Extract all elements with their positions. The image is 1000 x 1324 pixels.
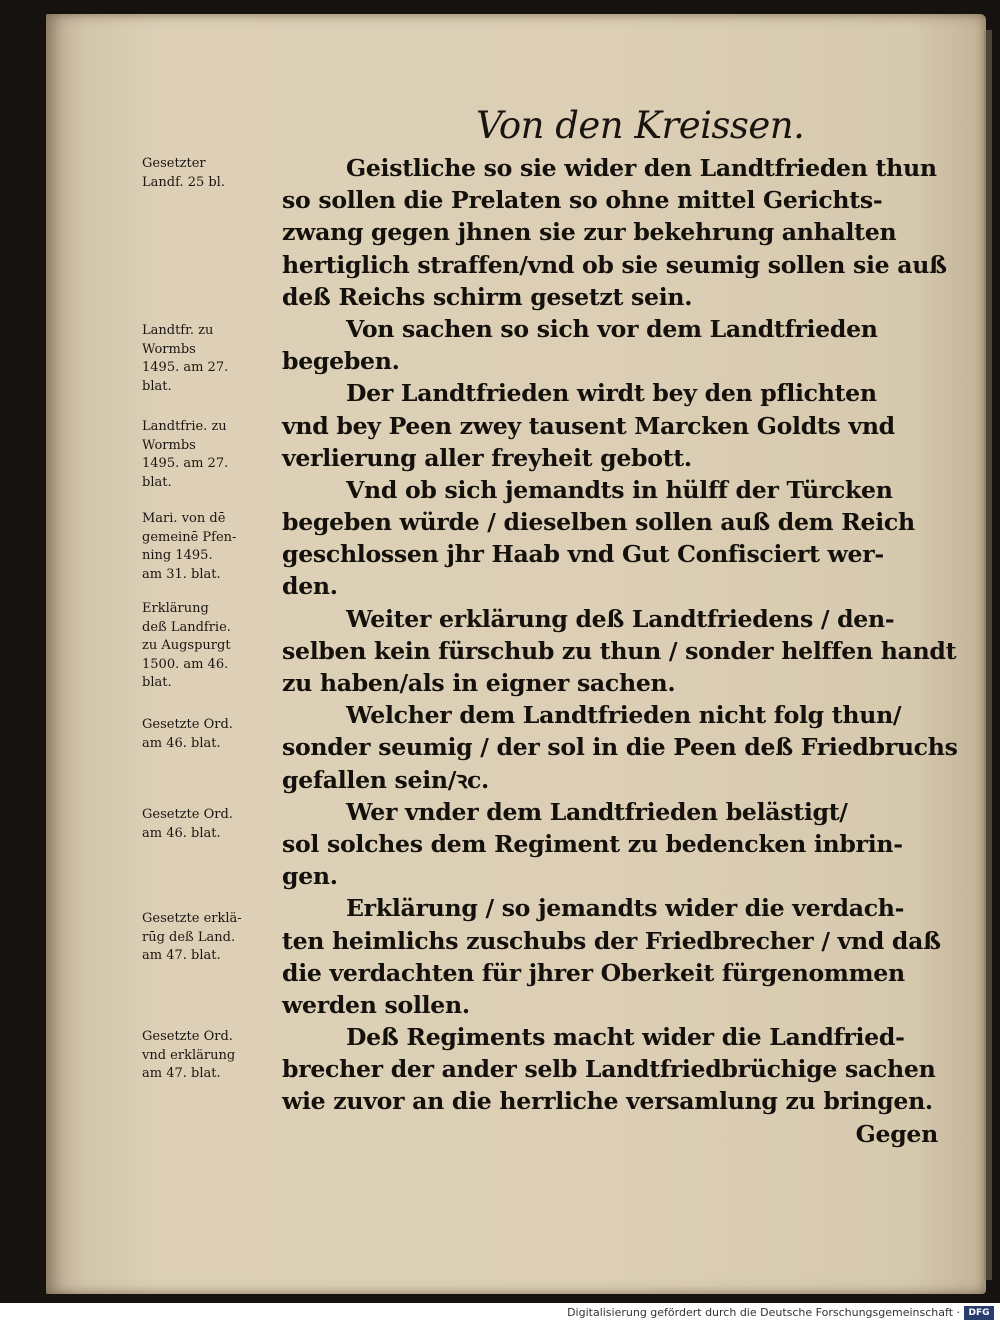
margin-note xyxy=(142,716,292,753)
margin-note-line: blat. xyxy=(142,675,172,690)
text-line: selben kein fürschub zu thun / sonder helffen handt xyxy=(282,636,957,665)
text-line: gefallen sein/ꝛc. xyxy=(282,765,489,794)
text-line: ten heimlichs zuschubs der Friedbrecher / vnd daß xyxy=(282,926,941,955)
text-line: Der Landtfrieden wirdt bey den pflichten xyxy=(346,379,877,408)
margin-note-line: am 46. blat. xyxy=(142,735,221,751)
text-line: brecher der ander selb Landtfriedbrüchige sachen xyxy=(282,1055,936,1084)
text-line: sonder seumig / der sol in die Peen deß Friedbruchs xyxy=(282,733,958,762)
text-line: Vnd ob sich jemandts in hülff der Türcken xyxy=(346,475,893,504)
text-line: sol solches dem Regiment zu bedencken inbrin- xyxy=(282,829,903,858)
margin-note-line: 1495. am 27. xyxy=(142,456,229,471)
margin-note-line: vnd erklärung xyxy=(142,1047,236,1063)
text-line: zwang gegen jhnen sie zur bekehrung anhalten xyxy=(282,218,897,247)
text-line: begeben würde / dieselben sollen auß dem Reich xyxy=(282,508,915,537)
margin-note-line: blat. xyxy=(142,378,172,394)
dfg-logo: DFG xyxy=(964,1306,994,1320)
text-line: werden sollen. xyxy=(282,990,470,1019)
margin-note-line: 1495. am 27. xyxy=(142,360,229,375)
page-edge xyxy=(984,30,992,1280)
margin-note-line: am 46. blat. xyxy=(142,825,221,841)
text-line: wie zuvor an die herrliche versamlung zu bringen. xyxy=(282,1087,933,1116)
text-line: so sollen die Prelaten so ohne mittel Gerichts- xyxy=(282,186,883,215)
margin-note-line: Landtfr. zu xyxy=(142,323,214,338)
text-line: Weiter erklärung deß Landtfriedens / den- xyxy=(346,604,895,633)
margin-note xyxy=(142,600,292,693)
text-line: die verdachten für jhrer Oberkeit fürgenommen xyxy=(282,958,905,987)
margin-note-line: Gesetzte erklä- xyxy=(142,911,242,926)
text-line: Welcher dem Landtfrieden nicht folg thun/ xyxy=(346,701,902,730)
margin-note-line: blat. xyxy=(142,474,172,490)
margin-note xyxy=(142,322,292,396)
margin-note-line: Landtfrie. zu xyxy=(142,419,227,434)
running-heading: Von den Kreissen. xyxy=(476,104,805,147)
margin-note xyxy=(142,155,292,192)
margin-note-line: Wormbs xyxy=(142,437,196,453)
text-line: vnd bey Peen zwey tausent Marcken Goldts vnd xyxy=(282,411,895,440)
catchword: Gegen xyxy=(855,1119,938,1148)
text-line: hertiglich straffen/vnd ob sie seumig sollen sie auß xyxy=(282,250,947,279)
text-line: Wer vnder dem Landtfrieden belästigt/ xyxy=(346,797,848,826)
margin-note-line: am 47. blat. xyxy=(142,1066,221,1081)
text-line: den. xyxy=(282,572,338,601)
margin-note-line: rūg deß Land. xyxy=(142,929,236,945)
margin-note-line: Gesetzte Ord. xyxy=(142,1029,233,1044)
text-line: Deß Regiments macht wider die Landfried- xyxy=(346,1023,905,1052)
footer-bar xyxy=(0,1303,1000,1324)
text-line: geschlossen jhr Haab vnd Gut Confisciert wer- xyxy=(282,540,884,569)
margin-note-line: Gesetzte Ord. xyxy=(142,717,233,732)
margin-note-line: zu Augspurgt xyxy=(142,638,231,653)
margin-note xyxy=(142,418,292,492)
margin-note xyxy=(142,510,292,584)
text-line: Von sachen so sich vor dem Landtfrieden xyxy=(346,314,878,343)
main-text-block xyxy=(282,152,958,1150)
footer-credit: Digitalisierung gefördert durch die Deutsche Forschungsgemeinschaft · xyxy=(567,1306,960,1319)
margin-note xyxy=(142,806,292,843)
margin-note-line: Gesetzte Ord. xyxy=(142,807,233,822)
text-line: zu haben/als in eigner sachen. xyxy=(282,669,676,697)
margin-note-line: Mari. von dē xyxy=(142,511,226,526)
margin-note-line: am 47. blat. xyxy=(142,948,221,963)
margin-note xyxy=(142,910,292,966)
margin-note-line: ning 1495. xyxy=(142,548,213,563)
margin-note-line: 1500. am 46. xyxy=(142,656,229,672)
margin-note-line: Landf. 25 bl. xyxy=(142,174,225,190)
text-line: gen. xyxy=(282,862,338,891)
margin-note-line: Erklärung xyxy=(142,601,209,616)
text-line: Erklärung / so jemandts wider die verdach- xyxy=(346,894,905,923)
margin-note-line: gemeinē Pfen- xyxy=(142,529,237,545)
margin-note-line: deß Landfrie. xyxy=(142,619,231,635)
margin-note xyxy=(142,1028,292,1084)
margin-note-line: Wormbs xyxy=(142,341,196,357)
margin-note-line: am 31. blat. xyxy=(142,566,221,582)
margin-note-line: Gesetzter xyxy=(142,156,206,171)
text-line: Geistliche so sie wider den Landtfrieden thun xyxy=(346,154,937,182)
text-line: deß Reichs schirm gesetzt sein. xyxy=(282,282,693,311)
text-line: begeben. xyxy=(282,347,400,376)
text-line: verlierung aller freyheit gebott. xyxy=(282,443,692,472)
